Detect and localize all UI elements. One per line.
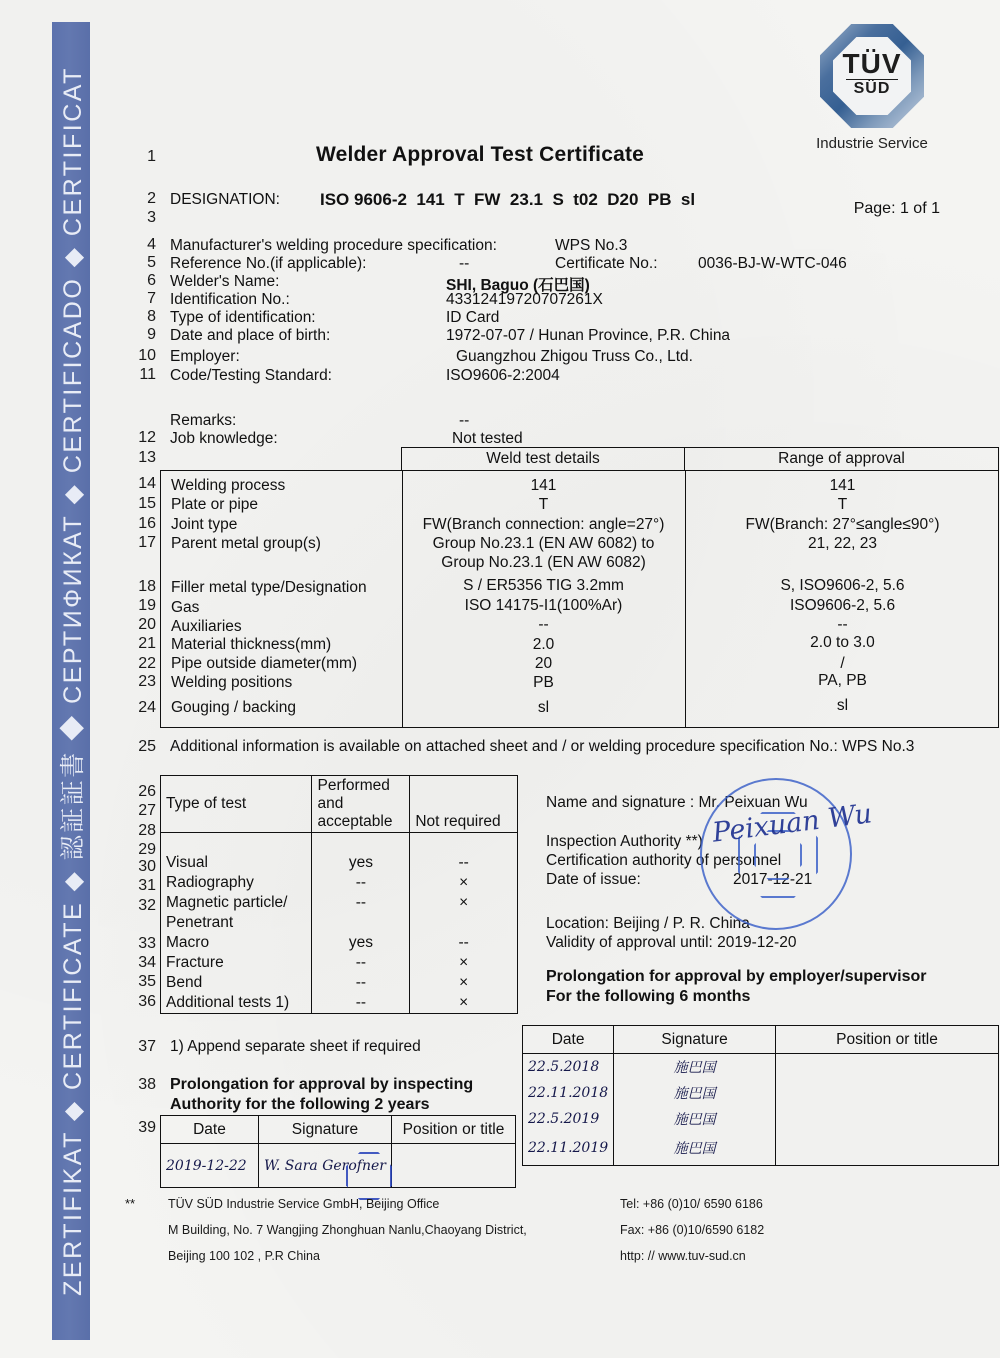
remarks-label: Remarks: bbox=[170, 412, 237, 429]
additional-information-note: Additional information is available on attached sheet and / or welding procedure specification No.: WPS No.3 bbox=[170, 738, 915, 755]
performed-line-1: Performed bbox=[317, 777, 390, 794]
weld-row-range-plate-or-pipe: T bbox=[837, 496, 848, 513]
table-row bbox=[161, 1144, 516, 1188]
line-number-34: 34 bbox=[138, 954, 156, 971]
line-number-32: 32 bbox=[138, 897, 156, 914]
page-indicator: Page: 1 of 1 bbox=[853, 200, 940, 217]
row9-value: 1972-07-07 / Hunan Province, P.R. China bbox=[446, 327, 731, 344]
designation-label: DESIGNATION: bbox=[170, 191, 280, 208]
certificate-no-label: Certificate No.: bbox=[555, 255, 658, 272]
spacer-not-required bbox=[410, 833, 518, 853]
prolong-emp-signature-4: 施巴国 bbox=[614, 1132, 776, 1166]
prolong-emp-date-4: 22.11.2019 bbox=[523, 1132, 614, 1166]
prolongation-inspecting-table bbox=[160, 1115, 516, 1188]
date-of-issue-label: Date of issue: bbox=[546, 871, 641, 888]
weld-row-range-joint-type: FW(Branch: 27°≤angle≤90°) bbox=[745, 516, 940, 533]
weld-row-test-filler-metal: S / ER5356 TIG 3.2mm bbox=[463, 577, 624, 594]
line-number-28: 28 bbox=[138, 822, 156, 839]
prolong-insp-header-signature: Signature bbox=[258, 1116, 391, 1144]
line-number-18: 18 bbox=[138, 578, 156, 595]
weld-col-header-test-details: Weld test details bbox=[401, 447, 685, 471]
spacer-performed bbox=[312, 833, 410, 853]
row11-label: Code/Testing Standard: bbox=[170, 367, 332, 384]
table-row bbox=[161, 933, 518, 953]
row8-value: ID Card bbox=[446, 309, 500, 326]
line-number-21: 21 bbox=[138, 635, 156, 652]
table-row bbox=[161, 953, 518, 973]
weld-row-label-filler-metal: Filler metal type/Designation bbox=[171, 579, 367, 596]
weld-row-label-welding-process: Welding process bbox=[171, 477, 286, 494]
line-number-20: 20 bbox=[138, 616, 156, 633]
line-number-24: 24 bbox=[138, 699, 156, 716]
performed-line-2: and bbox=[317, 795, 344, 812]
table-row bbox=[161, 993, 518, 1014]
prolong-emp-header-date: Date bbox=[523, 1026, 614, 1054]
spacer-type bbox=[161, 833, 312, 853]
prolong-insp-signature-1: W. Sara Gerofner bbox=[258, 1144, 391, 1188]
line-number-36: 36 bbox=[138, 993, 156, 1010]
table-row bbox=[161, 873, 518, 893]
weld-row-range-auxiliaries: -- bbox=[837, 616, 848, 633]
weld-row-label-auxiliaries: Auxiliaries bbox=[171, 618, 242, 635]
designation-value: ISO 9606-2 141 T FW 23.1 S t02 D20 PB sl bbox=[320, 190, 696, 209]
prolong-inspecting-title-2: Authority for the following 2 years bbox=[170, 1096, 430, 1113]
line-number-37: 37 bbox=[138, 1038, 156, 1055]
weld-table-header bbox=[401, 447, 999, 471]
test-col-header-not-required: Not required bbox=[410, 776, 518, 833]
row4-label: Manufacturer's welding procedure specification: bbox=[170, 237, 497, 254]
test-col-header-type: Type of test bbox=[161, 776, 312, 833]
weld-row-range-filler-metal: S, ISO9606-2, 5.6 bbox=[780, 577, 905, 594]
prolong-employer-title-1: Prolongation for approval by employer/supervisor bbox=[546, 968, 927, 985]
line-number-11: 11 bbox=[139, 366, 156, 383]
line-number-6: 6 bbox=[147, 272, 156, 289]
test-performed-bend: -- bbox=[312, 973, 410, 993]
weld-row-range-gas: ISO9606-2, 5.6 bbox=[789, 597, 896, 614]
prolong-emp-header-position: Position or title bbox=[776, 1026, 999, 1054]
weld-row-range-welding-process: 141 bbox=[829, 477, 856, 494]
location-line: Location: Beijing / P. R. China bbox=[546, 915, 750, 932]
test-performed-radiography: -- bbox=[312, 873, 410, 893]
line-number-7: 7 bbox=[147, 290, 156, 307]
certificate-no-value: 0036-BJ-W-WTC-046 bbox=[698, 255, 847, 272]
test-type-additional: Additional tests 1) bbox=[161, 993, 312, 1014]
row10-value: Guangzhou Zhigou Truss Co., Ltd. bbox=[456, 348, 693, 365]
weld-row-label-gouging-backing: Gouging / backing bbox=[171, 699, 296, 716]
footer-left-line-2: M Building, No. 7 Wangjing Zhonghuan Nanlu,Chaoyang District, bbox=[168, 1223, 527, 1237]
row6-label: Welder's Name: bbox=[170, 273, 280, 290]
weld-row-label-plate-or-pipe: Plate or pipe bbox=[171, 496, 259, 513]
weld-row-range-material-thickness: 2.0 to 3.0 bbox=[810, 634, 875, 651]
test-notreq-additional: × bbox=[410, 993, 518, 1014]
append-sheet-footnote: 1) Append separate sheet if required bbox=[170, 1038, 421, 1055]
line-number-39: 39 bbox=[138, 1119, 156, 1136]
line-number-35: 35 bbox=[138, 973, 156, 990]
remarks-value: -- bbox=[459, 412, 470, 429]
logo-tuv-text: TÜV bbox=[842, 48, 902, 79]
line-number-3: 3 bbox=[147, 209, 156, 226]
prolong-emp-date-1: 22.5.2018 bbox=[523, 1054, 614, 1080]
footer-left-line-3: Beijing 100 102 , P.R China bbox=[168, 1249, 320, 1263]
line-number-30: 30 bbox=[138, 858, 156, 875]
line-number-8: 8 bbox=[147, 308, 156, 325]
prolong-inspecting-title-1: Prolongation for approval by inspecting bbox=[170, 1076, 474, 1093]
row4-value: WPS No.3 bbox=[555, 237, 628, 254]
weld-row-test-auxiliaries: -- bbox=[538, 616, 549, 633]
test-notreq-radiography: × bbox=[410, 873, 518, 893]
test-table-spacer-row bbox=[161, 833, 518, 853]
weld-row-test-material-thickness: 2.0 bbox=[532, 636, 555, 653]
prolong-employer-header-row bbox=[523, 1026, 999, 1054]
page-title: Welder Approval Test Certificate bbox=[315, 143, 645, 166]
test-notreq-bend: × bbox=[410, 973, 518, 993]
weld-row-test-parent-metal-2: Group No.23.1 (EN AW 6082) bbox=[441, 554, 646, 571]
line-number-10: 10 bbox=[138, 347, 156, 364]
test-type-fracture: Fracture bbox=[161, 953, 312, 973]
prolong-emp-position-cell bbox=[776, 1054, 999, 1166]
test-notreq-fracture: × bbox=[410, 953, 518, 973]
weld-row-test-pipe-diameter: 20 bbox=[534, 655, 553, 672]
line-number-1: 1 bbox=[147, 148, 156, 165]
line-number-9: 9 bbox=[147, 326, 156, 343]
line-number-17: 17 bbox=[138, 534, 156, 551]
row7-value: 43312419720707261X bbox=[446, 291, 603, 308]
line-number-26: 26 bbox=[138, 783, 156, 800]
table-row bbox=[523, 1054, 999, 1080]
weld-row-range-gouging-backing: sl bbox=[836, 697, 849, 714]
weld-row-test-joint-type: FW(Branch connection: angle=27°) bbox=[422, 516, 665, 533]
type-of-test-table bbox=[160, 775, 518, 1014]
row6-value: SHI, Baguo (石巴国) bbox=[446, 277, 590, 294]
line-number-16: 16 bbox=[138, 515, 156, 532]
prolong-emp-signature-3: 施巴国 bbox=[614, 1106, 776, 1132]
weld-row-range-pipe-diameter: / bbox=[840, 655, 845, 672]
test-table-header-row bbox=[161, 776, 518, 833]
weld-row-label-pipe-diameter: Pipe outside diameter(mm) bbox=[171, 655, 358, 672]
footer-website[interactable]: http: // www.tuv-sud.cn bbox=[620, 1249, 746, 1263]
prolong-emp-signature-1: 施巴国 bbox=[614, 1054, 776, 1080]
weld-row-label-joint-type: Joint type bbox=[171, 516, 238, 533]
prolong-insp-header-position: Position or title bbox=[391, 1116, 515, 1144]
prolong-emp-date-3: 22.5.2019 bbox=[523, 1106, 614, 1132]
prolongation-employer-table bbox=[522, 1025, 999, 1166]
test-performed-visual: yes bbox=[312, 853, 410, 873]
test-notreq-macro: -- bbox=[410, 933, 518, 953]
prolong-insp-date-1: 2019-12-22 bbox=[161, 1144, 259, 1188]
weld-col-header-range: Range of approval bbox=[684, 447, 999, 471]
logo-caption: Industrie Service bbox=[816, 135, 928, 152]
line-number-15: 15 bbox=[138, 495, 156, 512]
name-and-signature-line: Name and signature : Mr. Peixuan Wu bbox=[546, 794, 808, 811]
footer-fax: Fax: +86 (0)10/6590 6182 bbox=[620, 1223, 765, 1237]
test-performed-additional: -- bbox=[312, 993, 410, 1014]
prolong-emp-header-signature: Signature bbox=[614, 1026, 776, 1054]
test-type-magnetic-particle: Magnetic particle/ bbox=[161, 893, 312, 913]
certification-authority-line: Certification authority of personnel bbox=[546, 852, 782, 869]
line-number-29: 29 bbox=[138, 841, 156, 858]
weld-row-test-gas: ISO 14175-I1(100%Ar) bbox=[464, 597, 623, 614]
prolong-insp-position-1 bbox=[391, 1144, 515, 1188]
line-number-31: 31 bbox=[138, 877, 156, 894]
test-notreq-magnetic-particle: × bbox=[410, 893, 518, 913]
line-number-25: 25 bbox=[138, 738, 156, 755]
row8-label: Type of identification: bbox=[170, 309, 316, 326]
inspector-signature: Peixuan Wu bbox=[710, 798, 874, 849]
weld-test-details-table bbox=[160, 470, 999, 728]
table-row bbox=[161, 853, 518, 873]
line-number-2: 2 bbox=[147, 190, 156, 207]
job-knowledge-value: Not tested bbox=[452, 430, 523, 447]
test-performed-penetrant bbox=[312, 913, 410, 933]
weld-row-test-welding-process: 141 bbox=[530, 477, 557, 494]
weld-row-label-welding-positions: Welding positions bbox=[171, 674, 293, 691]
logo-sud-text: SÜD bbox=[853, 80, 891, 97]
test-performed-fracture: -- bbox=[312, 953, 410, 973]
line-number-38: 38 bbox=[138, 1076, 156, 1093]
row11-value: ISO9606-2:2004 bbox=[446, 367, 560, 384]
line-number-5: 5 bbox=[147, 254, 156, 271]
weld-row-test-gouging-backing: sl bbox=[537, 699, 550, 716]
test-type-macro: Macro bbox=[161, 933, 312, 953]
line-number-12: 12 bbox=[138, 429, 156, 446]
date-of-issue-value: 2017-12-21 bbox=[733, 871, 813, 888]
footer-left-line-1: TÜV SÜD Industrie Service GmbH, Beijing Office bbox=[168, 1197, 440, 1211]
table-row bbox=[161, 893, 518, 913]
performed-line-3: acceptable bbox=[317, 813, 393, 830]
footer-phone: Tel: +86 (0)10/ 6590 6186 bbox=[620, 1197, 763, 1211]
weld-row-range-welding-positions: PA, PB bbox=[818, 672, 867, 689]
line-number-14: 14 bbox=[138, 475, 156, 492]
line-number-33: 33 bbox=[138, 935, 156, 952]
row10-label: Employer: bbox=[170, 348, 240, 365]
line-number-19: 19 bbox=[138, 597, 156, 614]
line-number-27: 27 bbox=[138, 802, 156, 819]
prolong-insp-header-date: Date bbox=[161, 1116, 259, 1144]
prolong-emp-signature-2: 施巴国 bbox=[614, 1080, 776, 1106]
inspection-authority-line: Inspection Authority **) bbox=[546, 833, 703, 850]
ribbon-label: ZERTIFIKAT ◆ CERTIFICATE ◆ 認証証書 ◆ СЕРТИФИКАТ ◆ CERTIFICADO ◆ CERTIFICAT bbox=[59, 66, 87, 1296]
weld-row-label-parent-metal: Parent metal group(s) bbox=[171, 535, 321, 552]
test-performed-magnetic-particle: -- bbox=[312, 893, 410, 913]
table-row bbox=[161, 913, 518, 933]
weld-row-test-parent-metal-1: Group No.23.1 (EN AW 6082) to bbox=[432, 535, 655, 552]
row5-label: Reference No.(if applicable): bbox=[170, 255, 367, 272]
line-number-13: 13 bbox=[138, 449, 156, 466]
weld-row-label-material-thickness: Material thickness(mm) bbox=[171, 636, 332, 653]
test-performed-macro: yes bbox=[312, 933, 410, 953]
line-number-23: 23 bbox=[138, 673, 156, 690]
line-number-4: 4 bbox=[147, 236, 156, 253]
prolong-insp-header-row bbox=[161, 1116, 516, 1144]
validity-line: Validity of approval until: 2019-12-20 bbox=[546, 934, 797, 951]
prolong-emp-date-2: 22.11.2018 bbox=[523, 1080, 614, 1106]
row7-label: Identification No.: bbox=[170, 291, 290, 308]
test-notreq-penetrant bbox=[410, 913, 518, 933]
weld-row-test-plate-or-pipe: T bbox=[538, 496, 549, 513]
prolong-employer-title-2: For the following 6 months bbox=[546, 988, 751, 1005]
test-type-penetrant: Penetrant bbox=[161, 913, 312, 933]
test-type-bend: Bend bbox=[161, 973, 312, 993]
test-type-radiography: Radiography bbox=[161, 873, 312, 893]
table-row bbox=[161, 973, 518, 993]
job-knowledge-label: Job knowledge: bbox=[170, 430, 278, 447]
line-number-22: 22 bbox=[138, 655, 156, 672]
weld-row-label-gas: Gas bbox=[171, 599, 200, 616]
weld-row-test-welding-positions: PB bbox=[533, 674, 554, 691]
test-type-visual: Visual bbox=[161, 853, 312, 873]
row5-value: -- bbox=[459, 255, 470, 272]
test-col-header-performed bbox=[312, 776, 410, 833]
row9-label: Date and place of birth: bbox=[170, 327, 331, 344]
weld-row-range-parent-metal: 21, 22, 23 bbox=[808, 535, 877, 552]
footer-marker: ** bbox=[125, 1196, 136, 1211]
test-notreq-visual: -- bbox=[410, 853, 518, 873]
